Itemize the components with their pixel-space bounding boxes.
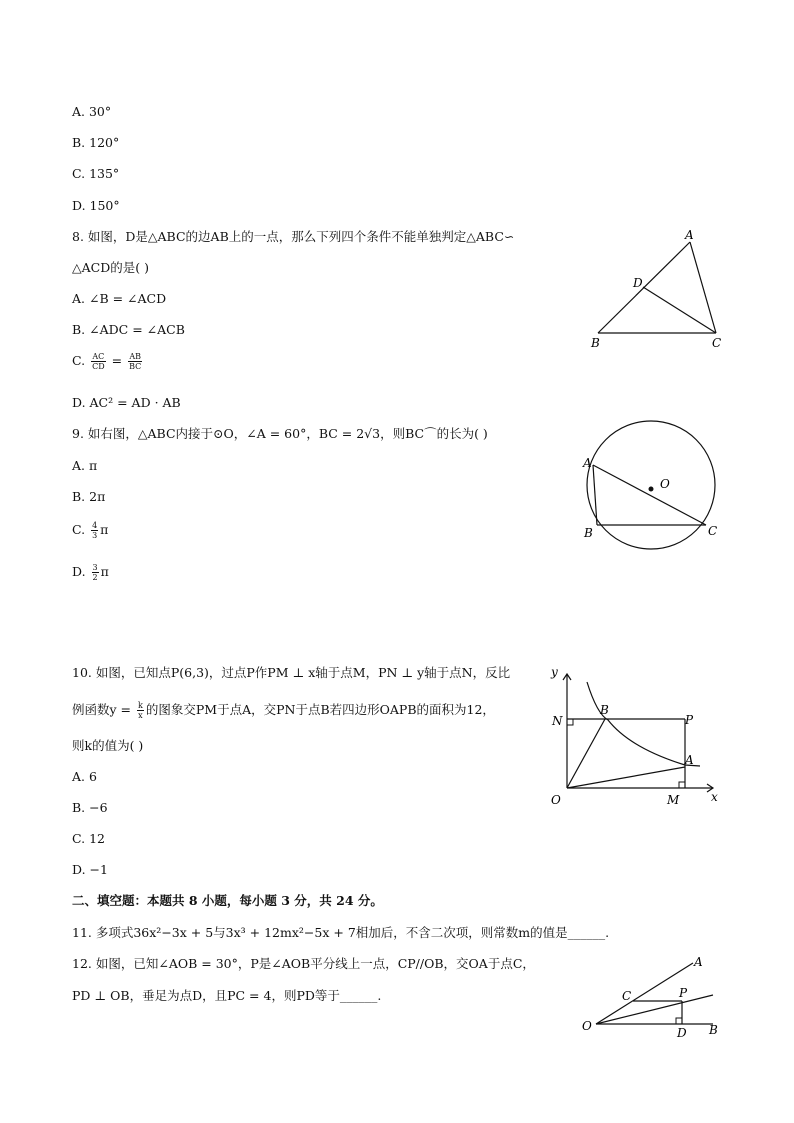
label-b: B xyxy=(591,336,600,350)
q9-option-d-prefix: D. xyxy=(72,564,86,579)
label-a: A xyxy=(694,955,703,969)
q7-option-d: D. 150° xyxy=(72,198,120,213)
fraction-numerator: 4 xyxy=(92,521,98,530)
pi-symbol: π xyxy=(100,522,109,537)
q10-option-c: C. 12 xyxy=(72,831,105,846)
q10-stem-line1: 10. 如图，已知点P(6,3)，过点P作PM ⊥ x轴于点M，PN ⊥ y轴于点N，反比 xyxy=(72,665,511,680)
label-y: y xyxy=(551,665,558,679)
q9-option-d xyxy=(72,563,109,582)
q8-option-c-fraction-1 xyxy=(91,352,106,371)
label-d: D xyxy=(677,1026,687,1040)
label-c: C xyxy=(708,524,718,538)
q10-stem-line2 xyxy=(72,701,495,720)
q8-option-d: D. AC² = AD · AB xyxy=(72,395,181,410)
label-a: A xyxy=(583,456,592,470)
center-point xyxy=(649,487,654,492)
segment-oa xyxy=(567,767,685,788)
fraction-denominator: 3 xyxy=(92,531,98,540)
q7-option-c: C. 135° xyxy=(72,166,120,181)
label-b: B xyxy=(709,1023,718,1037)
equals-sign: = xyxy=(111,353,123,368)
fraction-denominator: x xyxy=(138,711,143,720)
segment-ac xyxy=(593,465,706,525)
q7-option-b: B. 120° xyxy=(72,135,120,150)
angle-bisector xyxy=(596,995,713,1024)
q7-option-a: A. 30° xyxy=(72,104,112,119)
label-o: O xyxy=(551,793,561,807)
label-c: C xyxy=(622,989,632,1003)
q10-function-fraction xyxy=(137,701,144,720)
segment-ob xyxy=(567,719,605,788)
fraction-numerator: AB xyxy=(129,352,141,361)
fraction-denominator: 2 xyxy=(92,573,98,582)
fraction-numerator: AC xyxy=(92,352,105,361)
q8-triangle-figure xyxy=(585,225,735,355)
q9-option-d-fraction xyxy=(92,563,99,582)
label-a: A xyxy=(685,228,694,242)
fraction-denominator: CD xyxy=(92,362,105,371)
q12-stem-line2: PD ⊥ OB，垂足为点D，且PC = 4，则PD等于______. xyxy=(72,988,382,1003)
q11-stem: 11. 多项式36x²−3x + 5与3x³ + 12mx²−5x + 7相加后，不含二次项，则常数m的值是______. xyxy=(72,925,610,940)
q8-stem-line2: △ACD的是( ) xyxy=(72,260,149,275)
q9-circle-figure xyxy=(578,425,728,550)
q10-option-a: A. 6 xyxy=(72,769,97,784)
label-o: O xyxy=(582,1019,592,1033)
q10-coordinate-figure xyxy=(545,662,725,812)
q8-option-a: A. ∠B = ∠ACD xyxy=(72,291,167,306)
label-p: P xyxy=(685,713,694,727)
q12-angle-figure xyxy=(578,955,738,1045)
right-angle-mark-m xyxy=(679,782,685,788)
label-o: O xyxy=(660,477,670,491)
q10-option-d: D. −1 xyxy=(72,862,108,877)
q12-stem-line1: 12. 如图，已知∠AOB = 30°，P是∠AOB平分线上一点，CP//OB，交OA于点C， xyxy=(72,956,535,971)
right-angle-mark-d xyxy=(676,1018,682,1024)
q8-option-c-fraction-2 xyxy=(128,352,142,371)
label-m: M xyxy=(667,793,680,807)
label-a: A xyxy=(685,753,694,767)
q9-option-c-fraction xyxy=(91,521,98,540)
q9-option-a: A. π xyxy=(72,458,98,473)
hyperbola-curve xyxy=(587,682,700,766)
label-b: B xyxy=(600,703,609,717)
q10-stem-line2-suffix: 的图象交PM于点A，交PN于点B若四边形OAPB的面积为12， xyxy=(145,702,495,717)
fraction-numerator: 3 xyxy=(92,563,98,572)
label-x: x xyxy=(711,790,718,804)
circle-o xyxy=(587,421,718,549)
pi-symbol: π xyxy=(100,564,109,579)
label-p: P xyxy=(679,986,688,1000)
q10-stem-line3: 则k的值为( ) xyxy=(72,738,144,753)
q9-option-c-prefix: C. xyxy=(72,522,86,537)
q8-option-b: B. ∠ADC = ∠ACB xyxy=(72,322,185,337)
q8-option-c xyxy=(72,352,144,371)
fraction-numerator: k xyxy=(138,701,143,710)
label-n: N xyxy=(552,714,563,728)
fraction-denominator: BC xyxy=(129,362,142,371)
right-angle-mark-n xyxy=(567,719,573,725)
q8-option-c-prefix: C. xyxy=(72,353,86,368)
q9-option-b: B. 2π xyxy=(72,489,106,504)
section-header: 二、填空题：本题共 8 小题，每小题 3 分，共 24 分。 xyxy=(72,893,383,908)
q9-stem: 9. 如右图，△ABC内接于⊙O，∠A = 60°，BC = 2√3，则BC⌒的长为( ) xyxy=(72,426,488,441)
q10-option-b: B. −6 xyxy=(72,800,108,815)
q8-stem-line1: 8. 如图，D是△ABC的边AB上的一点，那么下列四个条件不能单独判定△ABC∽ xyxy=(72,229,515,244)
q9-option-c xyxy=(72,521,108,540)
q10-stem-line2-prefix: 例函数y = xyxy=(72,702,132,717)
label-c: C xyxy=(712,336,722,350)
label-b: B xyxy=(584,526,593,540)
label-d: D xyxy=(633,276,643,290)
